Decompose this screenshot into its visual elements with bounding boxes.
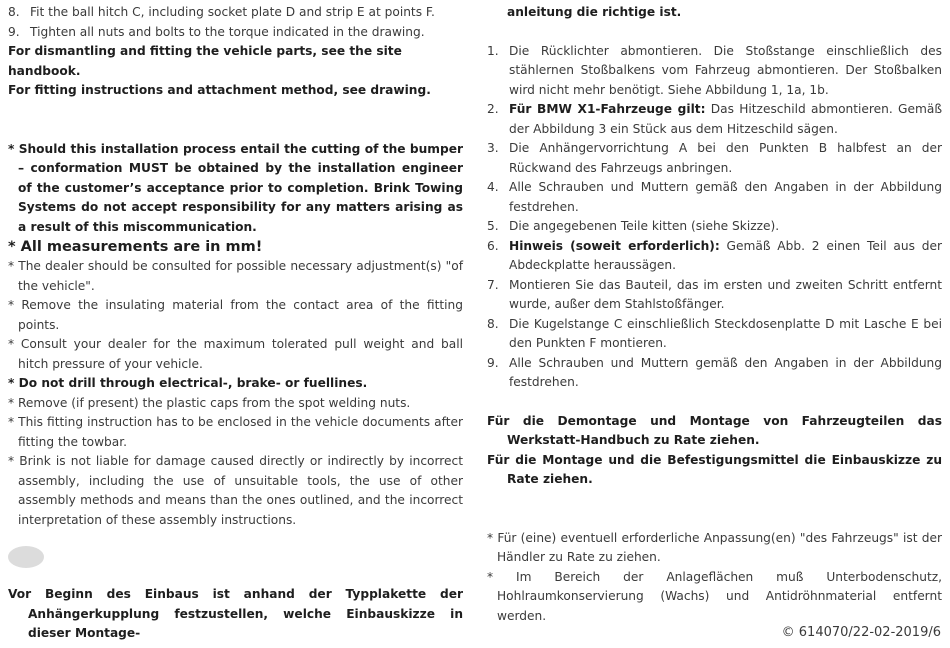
step-number: 5. (487, 219, 499, 233)
step-text: Die Anhängervorrichtung A bei den Punkten B halbfest an der Rückwand des Fahrzeugs anbringen. (509, 141, 942, 175)
step-text: Tighten all nuts and bolts to the torque indicated in the drawing. (30, 24, 425, 39)
note-item: * Remove (if present) the plastic caps from the spot welding nuts. (8, 395, 411, 410)
step-item (8, 3, 463, 23)
step-number: 4. (487, 180, 499, 194)
note-item: * Im Bereich der Anlageflächen muß Unterbodenschutz, Hohlraumkonservierung (Wachs) und Antidröhnmaterial entfernt werden. (487, 569, 942, 623)
note-item: * Brink is not liable for damage caused directly or indirectly by incorrect assembly, including the use of unsuitable tools, the use of other assembly methods and means than the ones outlined, and the incorrect interpretation of these assembly instructions. (8, 454, 463, 527)
note-item: * The dealer should be consulted for possible necessary adjustment(s) "of the vehicle". (8, 259, 463, 293)
step-number: 7. (487, 277, 499, 292)
step-number: 9. (8, 24, 20, 39)
step-item (487, 100, 942, 139)
step-text: Für BMW X1-Fahrzeuge gilt: Das Hitzeschild abmontieren. Gemäß der Abbildung 3 ein Stück aus dem Hitzeschild sägen. (509, 102, 942, 136)
handbook-note: For dismantling and fitting the vehicle parts, see the site handbook. (8, 44, 402, 78)
step-text: Die Kugelstange C einschließlich Steckdosenplatte D mit Lasche E bei den Punkten F montieren. (509, 316, 942, 350)
step-item (487, 315, 942, 354)
step-item (487, 237, 942, 276)
step-item (487, 276, 942, 315)
step-text: Die angegebenen Teile kitten (siehe Skizze). (509, 219, 780, 233)
einbauskizze-note: Für die Montage und die Befestigungsmittel die Einbauskizze zu Rate ziehen. (487, 452, 942, 486)
note-item: * Für (eine) eventuell erforderliche Anpassung(en) "des Fahrzeugs" ist der Händler zu Rate zu ziehen. (487, 530, 942, 564)
drawing-note: For fitting instructions and attachment method, see drawing. (8, 83, 431, 97)
note-item: * This fitting instruction has to be enclosed in the vehicle documents after fitting the towbar. (8, 415, 463, 449)
step-text: Die Rücklichter abmontieren. Die Stoßstange einschließlich des stählernen Stoßbalkens vom Fahrzeug abmontieren. Der Stoßbalken wird nicht mehr benötigt. Siehe Abbildung 1, 1a, 1b. (509, 43, 942, 97)
step-number: 1. (487, 43, 499, 58)
step-number: 8. (487, 316, 499, 331)
step-number: 9. (487, 355, 499, 370)
german-intro-end: anleitung die richtige ist. (507, 5, 682, 19)
no-drill-warning: * Do not drill through electrical-, brake- or fuellines. (8, 376, 368, 390)
step-text: Hinweis (soweit erforderlich): Gemäß Abb. 2 einen Teil aus der Abdeckplatte heraussägen. (509, 238, 943, 272)
step-item (487, 42, 942, 101)
step-item (487, 139, 942, 178)
german-intro: Vor Beginn des Einbaus ist anhand der Typplakette der Anhängerkupplung festzustellen, welche Einbauskizze in dieser Montage- (8, 587, 463, 640)
step-text: Alle Schrauben und Muttern gemäß den Angaben in der Abbildung festdrehen. (509, 180, 942, 214)
note-item: * Remove the insulating material from the contact area of the fitting points. (8, 298, 463, 332)
step-number: 2. (487, 102, 499, 116)
step-text: Fit the ball hitch C, including socket plate D and strip E at points F. (30, 5, 435, 19)
step-number: 3. (487, 141, 499, 155)
left-column (8, 3, 463, 644)
grey-oval-mark (8, 546, 44, 568)
step-item (8, 23, 463, 43)
copyright-footer: © 614070/22-02-2019/6 (781, 625, 941, 640)
step-item (487, 178, 942, 217)
note-item: * Consult your dealer for the maximum tolerated pull weight and ball hitch pressure of your vehicle. (8, 337, 463, 371)
step-text: Montieren Sie das Bauteil, das im ersten und zweiten Schritt entfernt wurde, außer dem Stahlstoßfänger. (509, 277, 942, 311)
step-item (487, 354, 942, 393)
step-text: Alle Schrauben und Muttern gemäß den Angaben in der Abbildung festdrehen. (509, 355, 942, 389)
bumper-warning: * Should this installation process entail the cutting of the bumper – conformation MUST be obtained by the installation engineer of the customer’s acceptance prior to completion. Brink Towing Systems do not accept responsibility for any matters arising as a result of this miscommunication. (8, 141, 463, 234)
step-number: 6. (487, 238, 499, 253)
step-number: 8. (8, 5, 20, 19)
right-column (487, 3, 942, 626)
werkstatt-note: Für die Demontage und Montage von Fahrzeugteilen das Werkstatt-Handbuch zu Rate ziehen. (487, 413, 942, 447)
measurements-note: * All measurements are in mm! (8, 239, 263, 255)
step-item (487, 217, 942, 237)
